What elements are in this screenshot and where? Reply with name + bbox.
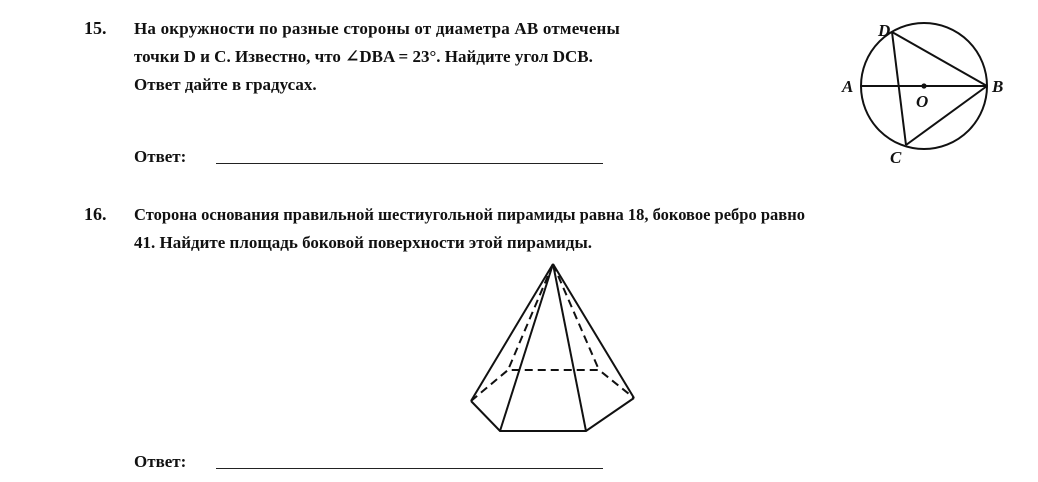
lateral-edge-hidden-1 bbox=[508, 264, 553, 370]
problem-15-text-line-2: точки D и C. Известно, что ∠DBA = 23°. Найдите угол DCB. bbox=[134, 47, 593, 66]
problem-16-answer-label: Ответ: bbox=[134, 452, 187, 471]
problem-16-text-line-1: Сторона основания правильной шестиугольной пирамиды равна 18, боковое ребро равно bbox=[134, 205, 805, 224]
problem-15-answer-label: Ответ: bbox=[134, 147, 187, 166]
problem-15-answer-line[interactable] bbox=[216, 163, 603, 164]
pyramid-figure bbox=[460, 255, 650, 440]
chord-dc bbox=[892, 32, 906, 145]
lateral-edge-3 bbox=[553, 264, 586, 431]
circle-figure bbox=[836, 18, 1016, 168]
lateral-edge-hidden-2 bbox=[553, 264, 599, 370]
chord-db bbox=[892, 32, 987, 86]
label-a: A bbox=[842, 77, 854, 96]
center-point bbox=[921, 83, 926, 88]
lateral-edge-4 bbox=[553, 264, 634, 398]
problem-16-number: 16. bbox=[84, 204, 107, 224]
problem-15-number: 15. bbox=[84, 18, 107, 38]
lateral-edge-2 bbox=[500, 264, 553, 431]
lateral-edge-1 bbox=[471, 264, 553, 401]
problem-16-answer-line[interactable] bbox=[216, 468, 603, 469]
problem-16-text-line-2: 41. Найдите площадь боковой поверхности этой пирамиды. bbox=[134, 233, 592, 252]
base-visible-edges bbox=[471, 398, 634, 431]
label-b: B bbox=[992, 77, 1004, 96]
label-o: O bbox=[916, 92, 929, 111]
problem-15-text-line-1: На окружности по разные стороны от диаметра AB отмечены bbox=[134, 19, 621, 38]
base-hidden-edges bbox=[471, 370, 634, 401]
problem-15-text-line-3: Ответ дайте в градусах. bbox=[134, 75, 317, 94]
label-c: C bbox=[890, 148, 902, 167]
label-d: D bbox=[878, 21, 891, 40]
